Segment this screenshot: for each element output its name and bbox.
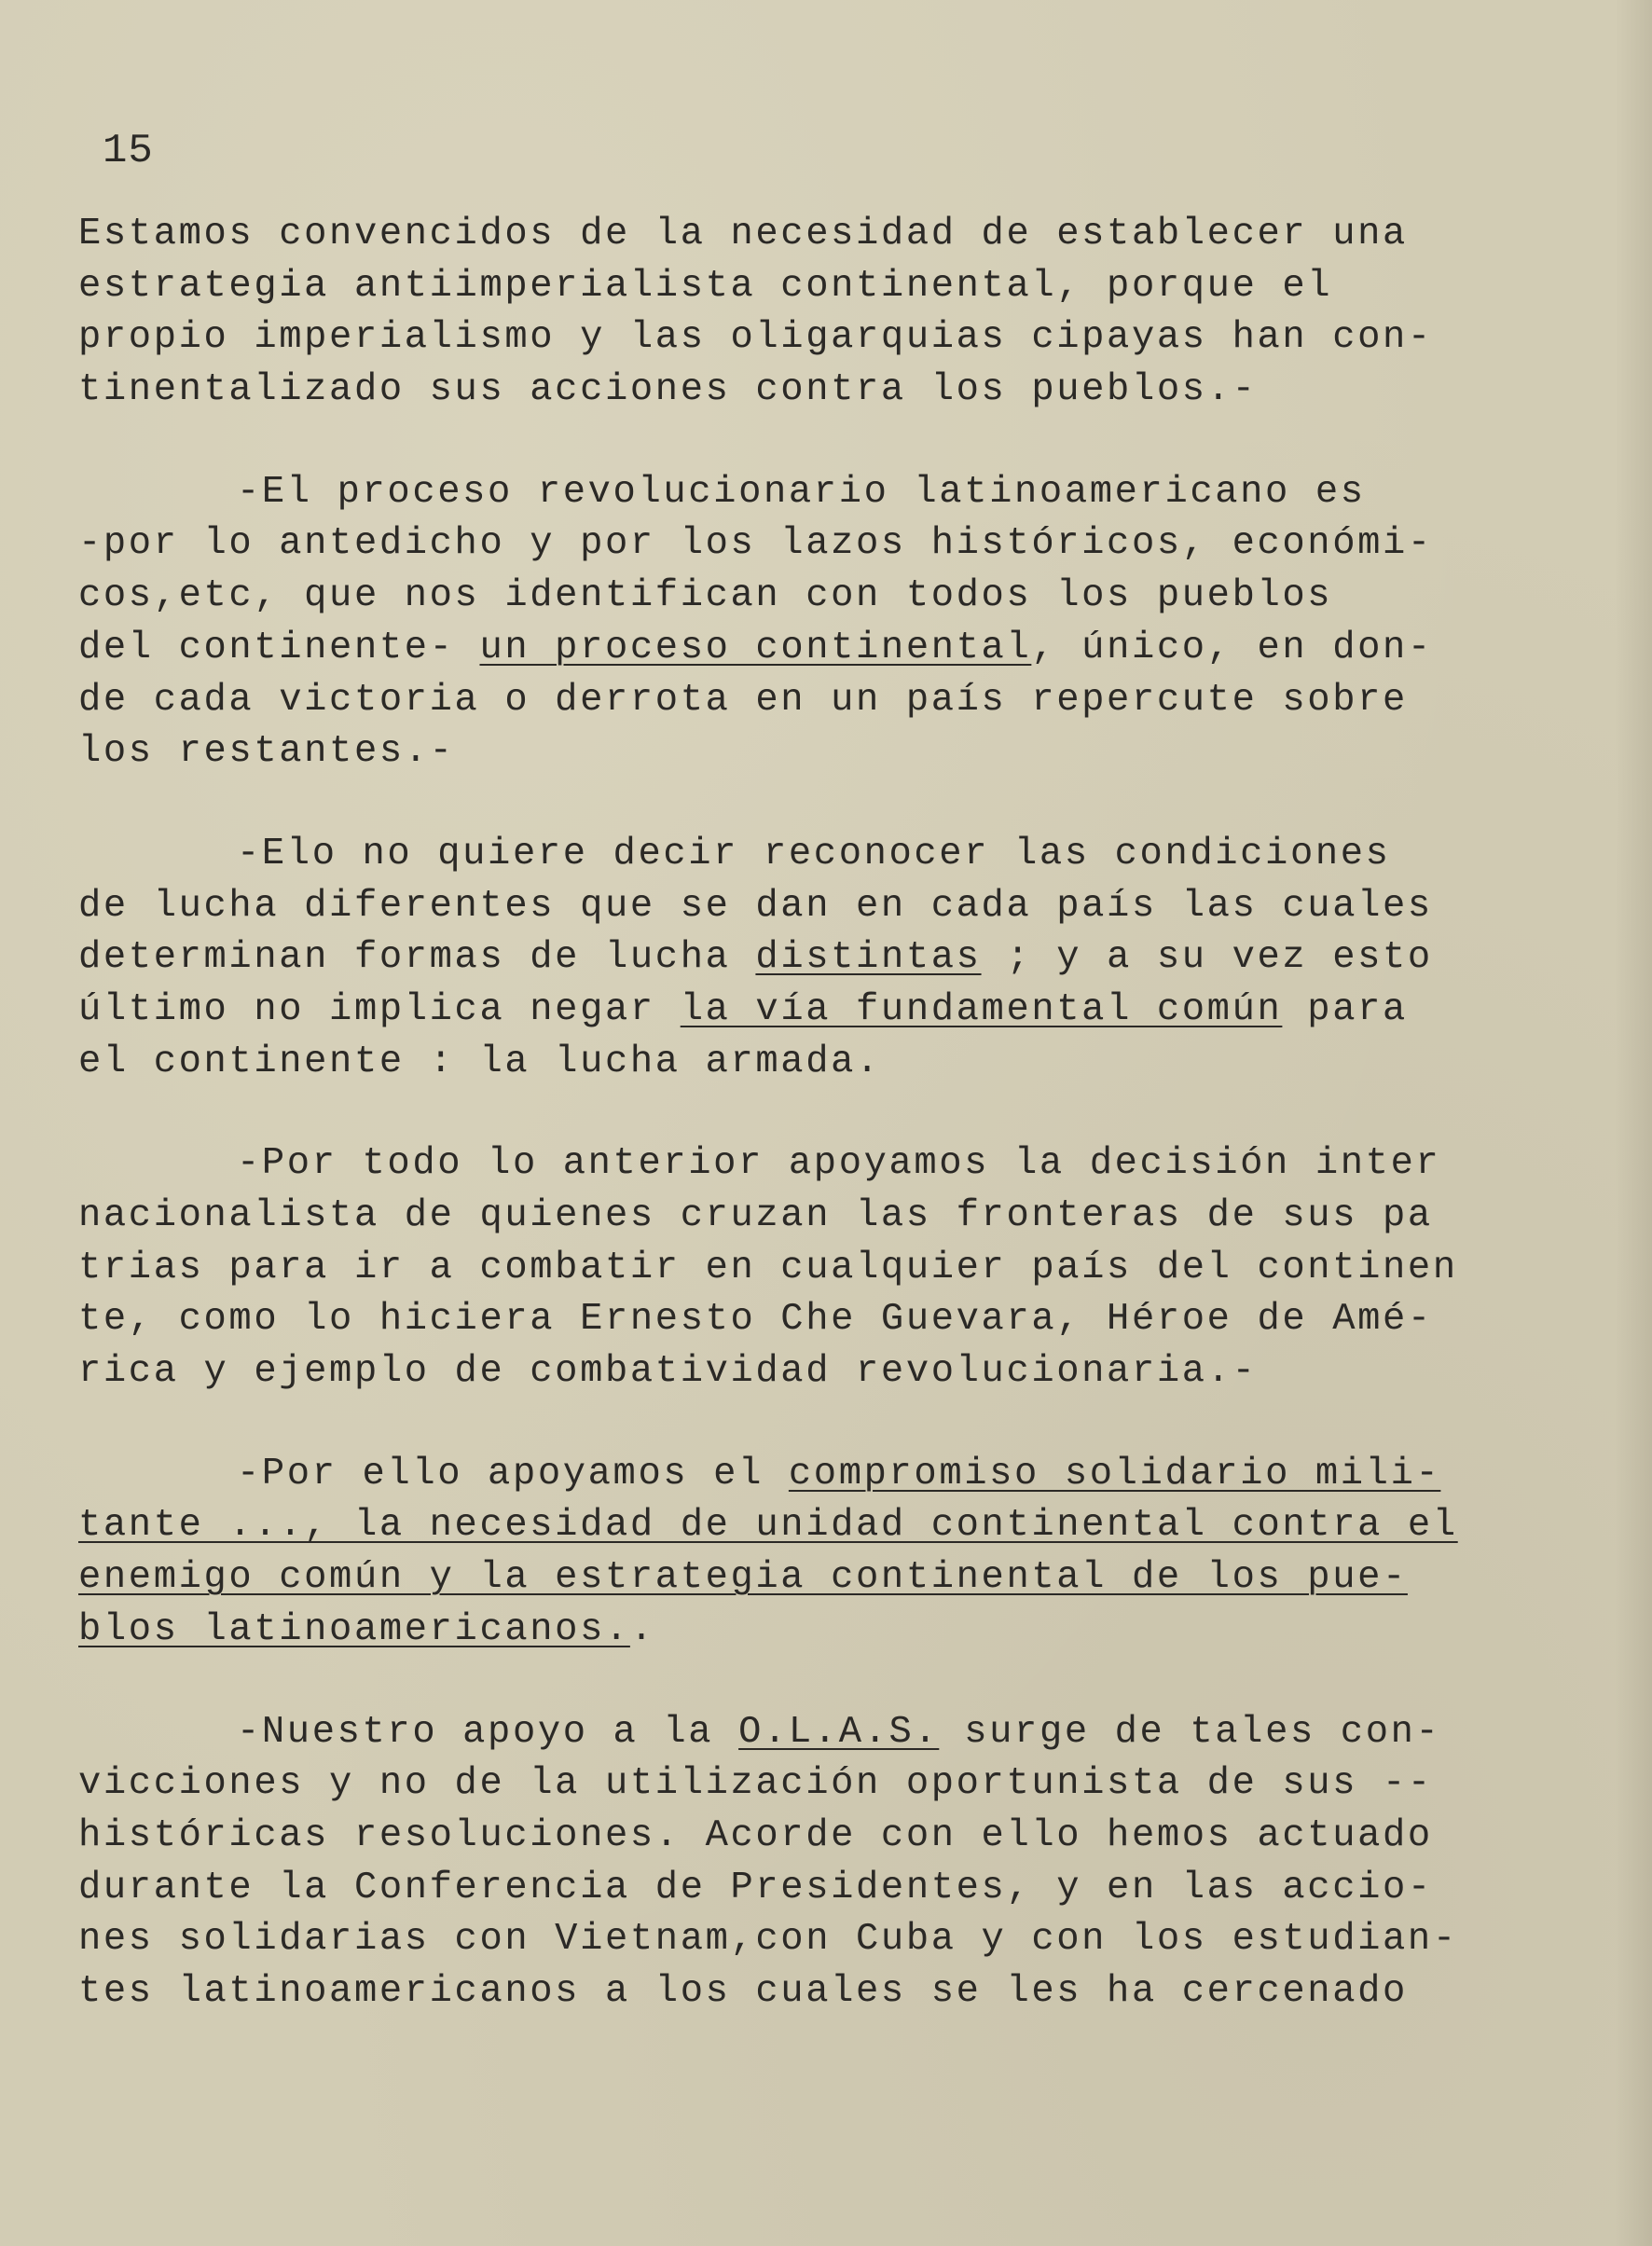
text-segment: ; y a su vez esto [981, 936, 1433, 980]
text-line [78, 675, 1607, 727]
text-line [78, 1707, 1607, 1759]
text-line [78, 985, 1607, 1037]
text-segment: . [629, 1607, 655, 1651]
text-line [78, 881, 1607, 933]
text-line [78, 312, 1607, 365]
text-line [78, 829, 1607, 881]
text-line [78, 1500, 1607, 1552]
text-segment: el continente : la lucha armada. [78, 1040, 881, 1083]
text-line [78, 623, 1607, 675]
text-segment: para [1282, 987, 1408, 1031]
underlined-text: compromiso solidario mili- [788, 1452, 1441, 1495]
underlined-text: enemigo común y la estrategia continental de los pue- [78, 1556, 1408, 1600]
underlined-text: blos latinoamericanos. [78, 1607, 630, 1651]
text-segment: surge de tales con- [939, 1710, 1441, 1754]
paragraph-4 [78, 1138, 1607, 1398]
text-segment: de lucha diferentes que se dan en cada país las cuales [78, 884, 1433, 928]
text-line [78, 209, 1607, 261]
text-line [78, 518, 1607, 571]
text-segment: del continente- [78, 626, 480, 669]
text-line [78, 1914, 1607, 1966]
text-segment: vicciones y no de la utilización oportunista de sus -- [78, 1762, 1433, 1806]
paragraph-2 [78, 467, 1607, 779]
text-line [78, 726, 1607, 779]
text-line [78, 1037, 1607, 1089]
text-segment: tinentalizado sus acciones contra los pueblos.- [78, 368, 1258, 412]
text-segment: nes solidarias con Vietnam,con Cuba y con los estudian- [78, 1918, 1458, 1962]
paragraph-3 [78, 829, 1607, 1088]
underlined-text: tante ..., la necesidad de unidad continental contra el [78, 1504, 1458, 1548]
text-segment: -Nuestro apoyo a la [237, 1710, 739, 1754]
underlined-text: distintas [755, 936, 982, 980]
text-line [78, 1138, 1607, 1191]
text-line [78, 467, 1607, 519]
text-line [78, 571, 1607, 623]
text-line [78, 1294, 1607, 1346]
text-line [78, 1863, 1607, 1915]
text-line [78, 1346, 1607, 1399]
text-segment: estrategia antiimperialista continental, porque el [78, 264, 1333, 308]
text-segment: último no implica negar [78, 987, 681, 1031]
text-line [78, 932, 1607, 985]
text-segment: , único, en don- [1031, 626, 1433, 669]
underlined-text: un proceso continental [479, 626, 1032, 669]
text-line [78, 261, 1607, 313]
text-segment: históricas resoluciones. Acorde con ello hemos actuado [78, 1813, 1433, 1857]
text-line [78, 1552, 1607, 1605]
page-edge-shadow [1615, 0, 1652, 2246]
text-segment: durante la Conferencia de Presidentes, y en las accio- [78, 1866, 1433, 1909]
text-line [78, 365, 1607, 417]
text-segment: propio imperialismo y las oligarquias cipayas han con- [78, 316, 1433, 360]
text-line [78, 1605, 1607, 1657]
page-number: 15 [103, 128, 154, 174]
text-line [78, 1191, 1607, 1243]
text-segment: -Elo no quiere decir reconocer las condiciones [237, 832, 1391, 875]
paragraph-5 [78, 1449, 1607, 1657]
text-segment: tes latinoamericanos a los cuales se les ha cercenado [78, 1969, 1408, 2013]
text-segment: rica y ejemplo de combatividad revolucionaria.- [78, 1350, 1258, 1394]
paragraph-1 [78, 209, 1607, 417]
text-line [78, 1243, 1607, 1295]
paragraph-6 [78, 1707, 1607, 2019]
underlined-text: la vía fundamental común [680, 987, 1283, 1031]
text-segment: determinan formas de lucha [78, 936, 756, 980]
text-line [78, 1449, 1607, 1501]
text-segment: -por lo antedicho y por los lazos históricos, económi- [78, 522, 1433, 566]
text-line [78, 1811, 1607, 1863]
text-line [78, 1966, 1607, 2019]
text-segment: de cada victoria o derrota en un país repercute sobre [78, 678, 1408, 722]
text-segment: -Por ello apoyamos el [237, 1452, 789, 1495]
text-segment: Estamos convencidos de la necesidad de establecer una [78, 213, 1408, 255]
text-segment: -Por todo lo anterior apoyamos la decisión inter [237, 1142, 1441, 1186]
text-segment: te, como lo hiciera Ernesto Che Guevara, Héroe de Amé- [78, 1298, 1433, 1342]
underlined-text: O.L.A.S. [738, 1710, 940, 1754]
text-segment: cos,etc, que nos identifican con todos los pueblos [78, 574, 1333, 618]
document-body [78, 209, 1607, 2069]
text-segment: -El proceso revolucionario latinoamericano es [237, 470, 1366, 514]
text-segment: los restantes.- [78, 730, 455, 774]
text-line [78, 1758, 1607, 1811]
text-segment: nacionalista de quienes cruzan las fronteras de sus pa [78, 1194, 1433, 1237]
text-segment: trias para ir a combatir en cualquier país del continen [78, 1246, 1458, 1289]
